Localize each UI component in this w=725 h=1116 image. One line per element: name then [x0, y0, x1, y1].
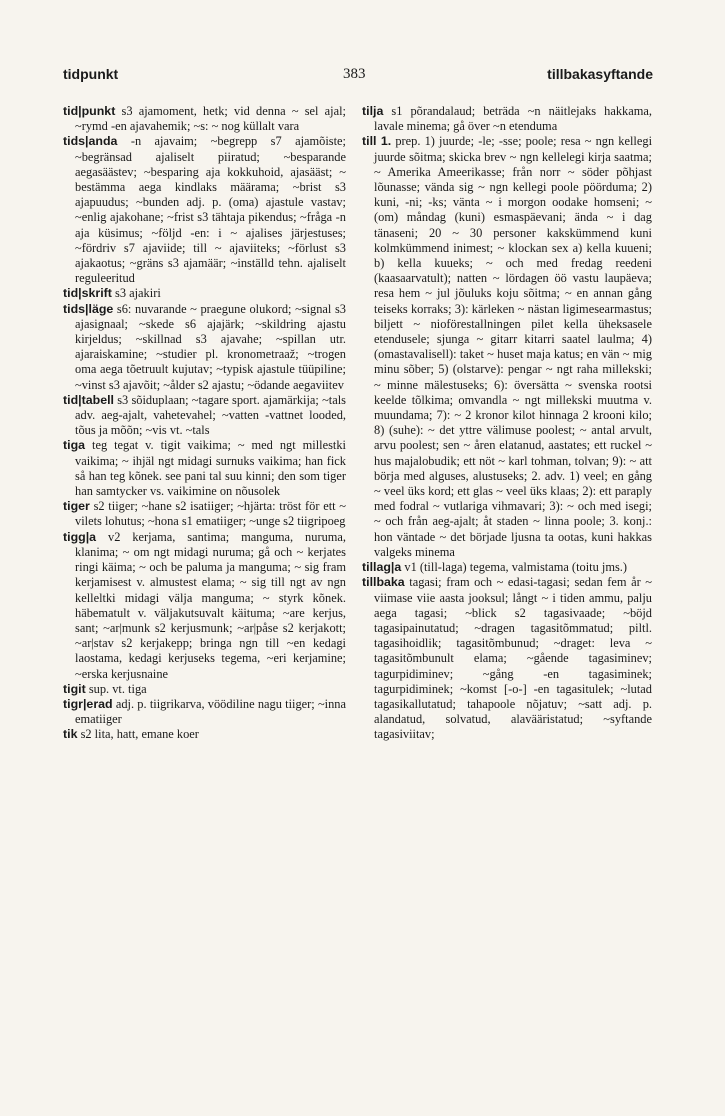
left-column [63, 104, 346, 1086]
entry-headword: tigr|erad [63, 696, 113, 711]
entry-definition: s3 ajakiri [111, 286, 161, 301]
entry-definition: s3 sõiduplaan; ~tagare sport. ajamärkija; ~tals adv. aeg-ajalt, vahetevahel; ~vatten -vattnet looded, tõus ja mõõn; ~vis vt. ~tals [75, 392, 346, 438]
dictionary-entry [362, 134, 652, 560]
dictionary-entry [63, 681, 346, 697]
entry-headword: tid|tabell [63, 392, 114, 407]
entry-definition: -n ajavaim; ~begrepp s7 ajamõiste; ~begränsad ajaliselt piiratud; ~besparande aegasäästev; ~besparing aja kokkuhoid, ajasääst; ~ bestämma aega kindlaks määrama; ~brist s3 ajapuudus; ~bunden adj. p. (oma) ajastule vastav; ~enlig ajakohane; ~frist s3 tähtaja pikendus; ~fråga -n aja küsimus; ~följd -en: i ~ ajalises järjestuses; ~fördriv s7 ajaviide; till ~ ajaviiteks; ~förlust s3 ajakaotus; ~gräns s3 ajamäär; ~inställd tehn. ajaliselt reguleeritud [75, 134, 346, 286]
dictionary-entry [63, 104, 346, 134]
entry-definition: tagasi; fram och ~ edasi-tagasi; sedan fem år ~ viimase viie aasta jooksul; långt ~ i tiden ammu, palju aega tagasi; ~blick s2 tagasivaade; ~böjd tagasipainutatud; ~dragen tagasitõmmatud; piltl. tagasihoidlik; tagasitõmbunud; ~draget: leva ~ tagasitõmbunult elama; ~gående tagasiminev; tagurpidiminev; ~gång -en tagasiminek; tagurpidiminek; ~komst [-o-] -en tagasitulek; ~lutad tagasikallutatud; tahapoole nõjatuv; ~satt adj. p. alandatud, solvatud, alavääristatud; ~syftande tagasiviitav; [374, 575, 652, 742]
entry-definition: s3 ajamoment, hetk; vid denna ~ sel ajal; ~rymd -en ajavahemik; ~s: ~ nog küllalt vara [75, 104, 346, 134]
entry-headword: tillag|a [362, 560, 402, 575]
entry-headword: tigit [63, 681, 86, 696]
entry-definition: sup. vt. tiga [85, 681, 147, 696]
entry-headword: tids|anda [63, 134, 118, 149]
entry-definition: s1 põrandalaud; beträda ~n näitlejaks hakkama, lavale minema; gå över ~n etenduma [374, 104, 652, 134]
page-header [63, 66, 653, 88]
entry-headword: tiga [63, 438, 86, 453]
dictionary-entry [362, 560, 652, 575]
dictionary-entry [63, 529, 346, 682]
entry-headword: tigg|a [63, 529, 97, 544]
dictionary-entry [63, 727, 346, 742]
entry-definition: s6: nuvarande ~ praegune olukord; ~signal s3 ajasignaal; ~skede s6 ajajärk; ~skildring ajastu kirjeldus; ~skillnad s3 ajavahe; ~spillan utr. ajaraiskamine; ~studier pl. kronometraaž; ~trogen oma aega tõetruult kujutav; ~typisk ajastule tüüpiline; ~vinst s3 ajavõit; ~ålder s2 ajastu; ~ödande aegaviitev [75, 301, 346, 392]
dictionary-entry [63, 499, 346, 529]
entry-headword: tids|läge [63, 301, 114, 316]
entry-headword: tik [63, 727, 78, 742]
entry-definition: teg tegat v. tigit vaikima; ~ med ngt millestki vaikima; ~ ihjäl ngt midagi surnuks vaikima; han fick så han teg kõnek. see pani tal suu kinni; den som tiger han samtycker vs. vaikimine on nõusolek [75, 438, 346, 499]
entry-definition: adj. p. tiigrikarva, vöödiline nagu tiiger; ~inna ematiiger [75, 696, 346, 727]
dictionary-entry [63, 392, 346, 439]
right-column [362, 104, 652, 1086]
entry-headword: tiger [63, 499, 90, 514]
dictionary-entry [362, 104, 652, 134]
entry-definition: s2 lita, hatt, emane koer [77, 727, 199, 742]
dictionary-entry [63, 696, 346, 727]
dictionary-entry [63, 301, 346, 393]
header-left-guideword: tidpunkt [63, 66, 119, 82]
header-right-guideword: tillbakasyftande [547, 66, 653, 82]
dictionary-entry [63, 134, 346, 286]
entry-definition: s2 tiiger; ~hane s2 isatiiger; ~hjärta: tröst för ett ~ vilets lohutus; ~hona s1 ematiiger; ~unge s2 tiigripoeg [75, 499, 346, 529]
entry-headword: till 1. [362, 134, 392, 149]
entry-headword: tid|skrift [63, 286, 112, 301]
dictionary-entry [63, 286, 346, 301]
entry-headword: tid|punkt [63, 104, 116, 118]
entry-headword: tillbaka [362, 575, 405, 590]
entry-definition: v2 kerjama, santima; manguma, nuruma, klanima; ~ om ngt midagi nuruma; gå och ~ kerjates ringi käima; ~ och be paluma ja manguma; ~ sig fram kerjamisest v. almustest elama; ~ sig till ngt av ngn kelleltki midagi välja manguma; ~ styrk kõnek. häbematult v. väljakutsuvalt käituma; ~are kerjus, sant; ~ar|munk s2 kerjusmunk; ~ar|påse s2 kerjakott; ~ar|stav s2 kerjakepp; bringa ngn till ~en kedagi laostama, kedagi kerjuseks tegema, ~eri kerjamine; ~erska kerjusnaine [75, 529, 346, 681]
page-number: 383 [343, 66, 366, 82]
entry-definition: prep. 1) juurde; -le; -sse; poole; resa ~ ngn kellegi juurde sõitma; skicka brev ~ ngn kellelegi kirja saatma; ~ Amerika Ameerikasse; från norr ~ söder põhjast lõunasse; vända sig ~ ngn kellegi poole pöörduma; 2) kuni, -ni; -ks; vänta ~ i morgon oodake homseni; ~ (om) måndag (kuni) esmaspäevani; ända ~ i dag tänaseni; 20 ~ 30 personer kakskümmend kuni kolmkümmend inimest; ~ klockan sex a) kella kuueni; b) kella kuueks; ~ och med fredag reedeni (kaasaarvatult); natten ~ lördagen öö vastu laupäeva; resa hem ~ jul jõuluks koju sõitma; ~ en annan gång teiseks korraks; 3): kärleken ~ nästan ligimesearmastus; biljett ~ nioförestallningen pilet kella üheksasele etendusele; sjunga ~ gitarr kitarri saatel laulma; 4) (omastavalisell): taket ~ huset maja katus; en vän ~ mig minu sõber; 5) (olstarve): pengar ~ ngt raha millekski; ~ minne mälestuseks; 6): översätta ~ svenska rootsi keelde tõlkima; omvandla ~ ngt millekski muutma v. muundama; 7): ~ 2 kronor kilot hinnaga 2 krooni kilo; 8) (suhe): ~ det yttre välimuse poolest; ~ antal arvult, arvu poolest; sen ~ åren elatanud, aastates; ett ruckel ~ hus majalobudik; ett nöt ~ karl tohman, tolvan; 9): ~ att börja med alguses, alustuseks; 2. adv. 1) veel; en gång ~ veel üks kord; ett glas ~ veel üks klaas; 2): ett paraply med fodral ~ vutlariga vihmavari; 3): ~ och med isegi; ~ och från aeg-ajalt; åt staden ~ linna poole; 3. konj.: hon väntade ~ det började ljusna ta ootas, kuni hakkas valgeks minema [374, 134, 652, 559]
dictionary-entry [362, 575, 652, 742]
dictionary-entry [63, 438, 346, 499]
entry-headword: tilja [362, 104, 384, 118]
entry-definition: v1 (till-laga) tegema, valmistama (toitu jms.) [401, 560, 628, 575]
